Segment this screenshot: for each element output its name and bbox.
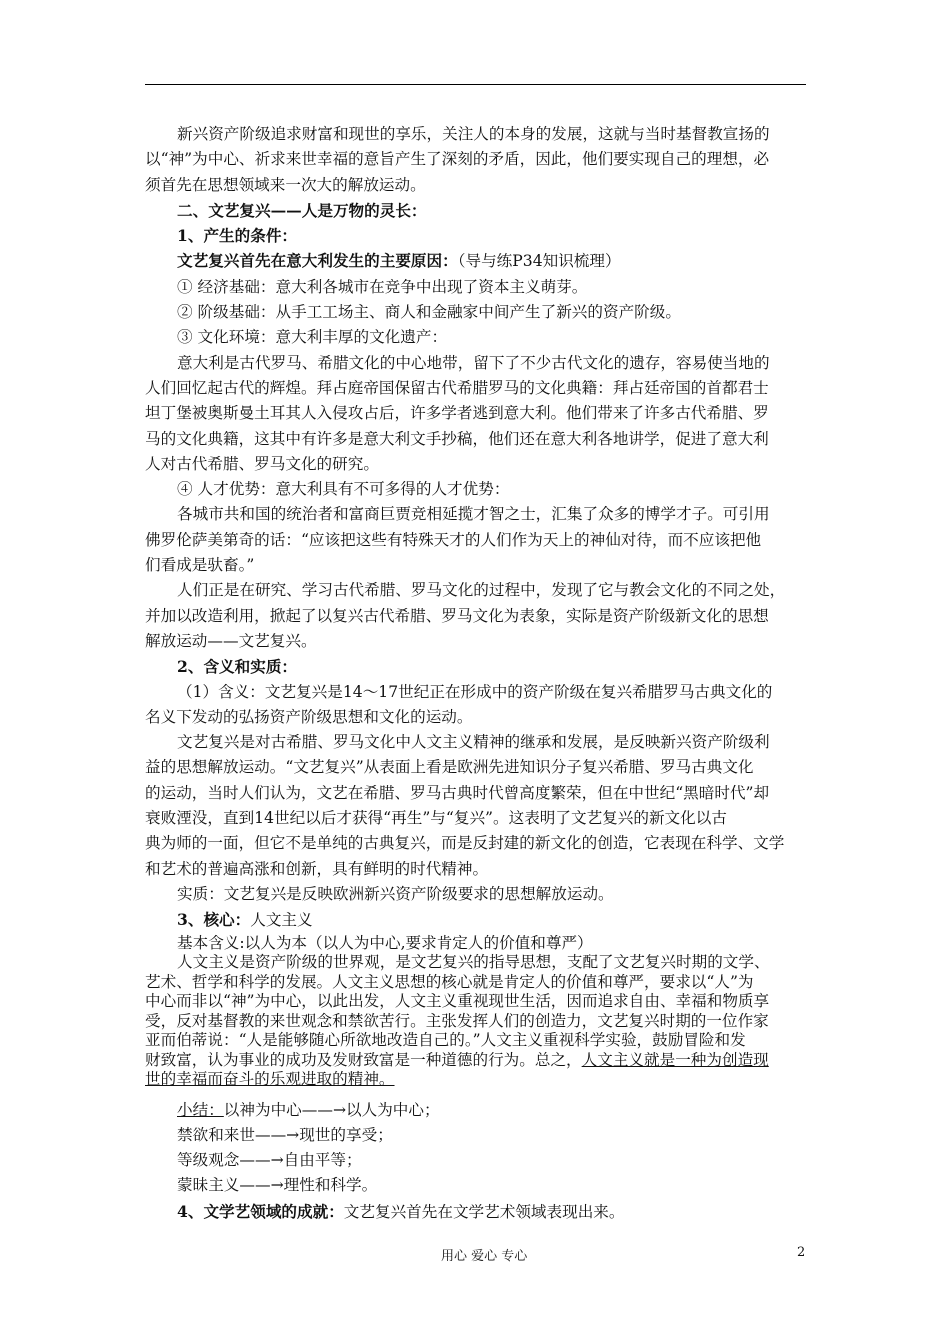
text-line: 艺术、哲学和科学的发展。人文主义思想的核心就是肯定人的价值和尊严，要求以“人”为: [145, 972, 754, 991]
list-item-culture: ③ 文化环境：意大利丰厚的文化遗产：: [177, 328, 448, 347]
core-value: 人文主义: [250, 911, 313, 930]
essence-line: 实质：文艺复兴是反映欧洲新兴资产阶级要求的思想解放运动。: [177, 884, 614, 903]
paragraph-people: [145, 578, 806, 654]
text-line: 解放运动——文艺复兴。: [145, 631, 317, 650]
text-line: 和艺术的普遍高涨和创新，具有鲜明的时代精神。: [145, 859, 489, 878]
text-line: 中心而非以“神”为中心，以此出发，人文主义重视现世生活，因而追求自由、幸福和物质享: [145, 992, 770, 1010]
paragraph-humanism: [145, 953, 806, 1090]
text-line: 各城市共和国的统治者和富商巨贾竞相延揽才智之士，汇集了众多的博学才子。可引用: [177, 505, 770, 524]
text-segment: 财致富，认为事业的成功及发财致富是一种道德的行为。总之，: [145, 1050, 582, 1069]
text-line: 人们正是在研究、学习古代希腊、罗马文化的过程中，发现了它与教会文化的不同之处，: [177, 581, 786, 600]
text-line: 人文主义是资产阶级的世界观，是文艺复兴的指导思想，支配了文艺复兴时期的文学、: [177, 953, 770, 971]
text-line: 马的文化典籍，这其中有许多是意大利文手抄稿，他们还在意大利各地讲学，促进了意大利: [145, 429, 769, 448]
text-line: 衰败湮没，直到14世纪以后才获得“再生”与“复兴”。这表明了文艺复兴的新文化以古: [145, 809, 727, 828]
reason-note: （导与练P34知识梳理）: [457, 252, 621, 271]
text-line: 文艺复兴是对古希腊、罗马文化中人文主义精神的继承和发展，是反映新兴资产阶级利: [177, 733, 770, 752]
text-line: 们看成是驮畜。”: [145, 556, 255, 575]
paragraph-culture: [145, 351, 806, 477]
core-label: 3、核心：: [177, 910, 251, 930]
text-line: 坦丁堡被奥斯曼土耳其人入侵攻占后，许多学者逃到意大利。他们带来了许多古代希腊、罗: [145, 404, 769, 423]
text-line: 的运动，当时人们认为，文艺在希腊、罗马古典时代曾高度繁荣，但在中世纪“黑暗时代”却: [145, 783, 770, 802]
summary-item: [145, 1098, 806, 1123]
footer-motto: 用心 爱心 专心: [441, 1249, 528, 1264]
page-body: [145, 122, 806, 1225]
achievements-text: 文艺复兴首先在文学艺术领域表现出来。: [343, 1202, 625, 1221]
list-item-economy: ① 经济基础：意大利各城市在竞争中出现了资本主义萌芽。: [177, 277, 588, 296]
underlined-text: 世的幸福而奋斗的乐观进取的精神。: [145, 1070, 395, 1088]
text-line: 亚而伯蒂说：“人是能够随心所欲地改造自己的。”人文主义重视科学实验，鼓励冒险和发: [145, 1031, 746, 1049]
achievements-label: 4、文学艺领域的成就：: [177, 1201, 344, 1221]
text-line: 受，反对基督教的来世观念和禁欲苦行。主张发挥人们的创造力，文艺复兴时期的一位作家: [145, 1011, 769, 1030]
text-line: 益的思想解放运动。“文艺复兴”从表面上看是欧洲先进知识分子复兴希腊、罗马古典文化: [145, 758, 754, 777]
summary-list: [145, 1098, 806, 1199]
reason-line: [145, 248, 806, 274]
summary-item: 蒙昧主义——→理性和科学。: [177, 1176, 378, 1195]
text-line: 典为师的一面，但它不是单纯的古典复兴，而是反封建的新文化的创造，它表现在科学、文学: [145, 834, 785, 853]
paragraph-renaissance: [145, 730, 806, 882]
text-line: 并加以改造利用，掀起了以复兴古代希腊、罗马文化为表象，实际是资产阶级新文化的思想: [145, 606, 769, 625]
basic-meaning: 基本含义:以人为本（以人为中心,要求肯定人的价值和尊严）: [177, 933, 593, 952]
text-line: 须首先在思想领域来一次大的解放运动。: [145, 175, 426, 194]
subheading-meaning: 2、含义和实质：: [177, 657, 298, 677]
text-line: 人们回忆起古代的辉煌。拜占庭帝国保留古代希腊罗马的文化典籍：拜占廷帝国的首都君士: [145, 378, 769, 397]
summary-label: 小结：: [177, 1100, 224, 1119]
paragraph-meaning: [145, 680, 806, 731]
text-line: （1）含义：文艺复兴是14～17世纪正在形成中的资产阶级在复兴希腊罗马古典文化的: [177, 682, 773, 701]
text-line: 以“神”为中心、祈求来世幸福的意旨产生了深刻的矛盾，因此，他们要实现自己的理想，必: [145, 150, 770, 169]
text-line: 新兴资产阶级追求财富和现世的享乐，关注人的本身的发展，这就与当时基督教宣扬的: [177, 125, 770, 143]
text-line: [145, 1051, 806, 1071]
header-rule: [145, 84, 806, 85]
reason-title: 文艺复兴首先在意大利发生的主要原因：: [177, 251, 458, 271]
text-line: 人对古代希腊、罗马文化的研究。: [145, 454, 379, 473]
list-item-talent: ④ 人才优势：意大利具有不可多得的人才优势：: [177, 480, 510, 499]
underlined-text: 人文主义就是一种为创造现: [581, 1050, 769, 1069]
list-item-class: ② 阶级基础：从手工工场主、商人和金融家中间产生了新兴的资产阶级。: [177, 303, 681, 322]
text-line: 意大利是古代罗马、希腊文化的中心地带，留下了不少古代文化的遗存，容易使当地的: [177, 353, 770, 372]
paragraph-intro: [145, 122, 806, 198]
subheading-achievements: [145, 1199, 806, 1225]
summary-item: 等级观念——→自由平等；: [177, 1151, 362, 1170]
summary-item: 禁欲和来世——→现世的享受；: [177, 1125, 393, 1144]
text-line: 佛罗伦萨美第奇的话：“应该把这些有特殊天才的人们作为天上的神仙对待，而不应该把他: [145, 530, 762, 549]
subheading-conditions: 1、产生的条件：: [177, 226, 298, 246]
paragraph-talent: [145, 502, 806, 578]
text-line: 名义下发动的弘扬资产阶级思想和文化的运动。: [145, 707, 473, 726]
section-heading-renaissance: 二、文艺复兴——人是万物的灵长：: [177, 200, 427, 220]
summary-text: 以神为中心——→以人为中心；: [223, 1100, 440, 1119]
page-number: 2: [797, 1245, 806, 1260]
subheading-core: [145, 907, 806, 933]
